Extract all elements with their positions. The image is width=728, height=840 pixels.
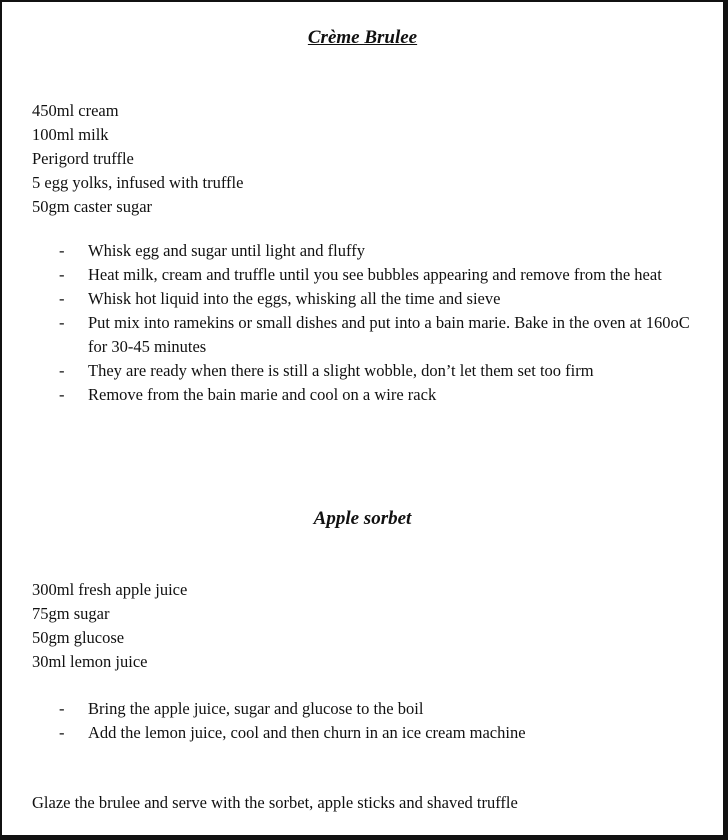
ingredient-item: 50gm caster sugar: [32, 197, 153, 216]
ingredient-item: 50gm glucose: [32, 628, 125, 647]
method-step: [56, 239, 709, 263]
bullet-dash: -: [59, 289, 65, 308]
bullet-dash: -: [59, 385, 65, 404]
bullet-dash: -: [59, 699, 65, 718]
ingredient-item: 5 egg yolks, infused with truffle: [32, 173, 244, 192]
method-step-text: Put mix into ramekins or small dishes and put into a bain marie. Bake in the oven at 160oC for 30-45 minutes: [88, 313, 690, 356]
ingredient-item: 300ml fresh apple juice: [32, 580, 188, 599]
method-step-text: Bring the apple juice, sugar and glucose to the boil: [88, 699, 424, 718]
method-step-text: Add the lemon juice, cool and then churn in an ice cream machine: [88, 723, 526, 742]
method-step-text: Whisk egg and sugar until light and fluffy: [88, 241, 365, 260]
serving-note: Glaze the brulee and serve with the sorbet, apple sticks and shaved truffle: [32, 793, 518, 812]
ingredient-item: Perigord truffle: [32, 149, 134, 168]
method-step: [56, 311, 709, 359]
method-list-creme-brulee: [56, 239, 709, 407]
method-step: [56, 359, 709, 383]
method-step: [56, 287, 709, 311]
method-step-text: Heat milk, cream and truffle until you see bubbles appearing and remove from the heat: [88, 265, 662, 284]
method-step-text: They are ready when there is still a slight wobble, don’t let them set too firm: [88, 361, 594, 380]
bullet-dash: -: [59, 241, 65, 260]
bullet-dash: -: [59, 265, 65, 284]
recipe-title-apple-sorbet: Apple sorbet: [313, 508, 412, 529]
method-list-apple-sorbet: [56, 697, 709, 745]
bullet-dash: -: [59, 313, 65, 332]
ingredient-item: 100ml milk: [32, 125, 109, 144]
ingredient-item: 75gm sugar: [32, 604, 110, 623]
method-step-text: Remove from the bain marie and cool on a wire rack: [88, 385, 437, 404]
method-step: [56, 263, 709, 287]
method-step: [56, 721, 709, 745]
method-step: [56, 383, 709, 407]
ingredient-item: 450ml cream: [32, 101, 119, 120]
ingredient-list-apple-sorbet: [32, 578, 187, 674]
recipe-title-creme-brulee: Crème Brulee: [307, 27, 418, 48]
bullet-dash: -: [59, 723, 65, 742]
bullet-dash: -: [59, 361, 65, 380]
method-step-text: Whisk hot liquid into the eggs, whisking all the time and sieve: [88, 289, 501, 308]
method-step: [56, 697, 709, 721]
ingredient-item: 30ml lemon juice: [32, 652, 148, 671]
ingredient-list-creme-brulee: [32, 99, 243, 219]
